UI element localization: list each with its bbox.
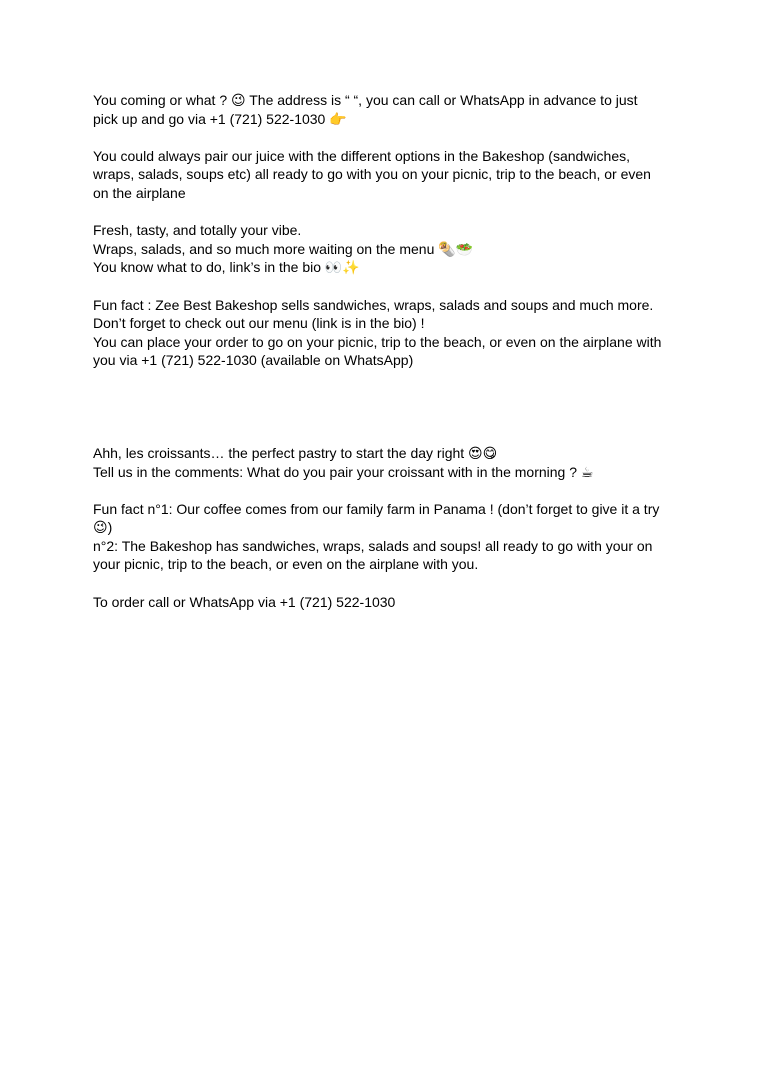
- text-line: You coming or what ? 😉 The address is “ “, you can call or WhatsApp in advance to just: [93, 92, 638, 108]
- text-line: You can place your order to go on your picnic, trip to the beach, or even on the airplane with: [93, 333, 662, 350]
- text-line: Fun fact n°1: Our coffee comes from our family farm in Panama ! (don’t forget to give it a try: [93, 500, 660, 517]
- post-order-contact-paragraph: [93, 593, 683, 612]
- text-line: Tell us in the comments: What do you pair your croissant with in the morning ? ☕: [93, 463, 594, 480]
- text-line: n°2: The Bakeshop has sandwiches, wraps, salads and soups! all ready to go with your on: [93, 537, 653, 554]
- post-fun-facts-coffee-paragraph: [93, 500, 683, 574]
- section-spacer: [93, 370, 683, 444]
- text-line: 😉): [93, 519, 113, 536]
- post-fresh-tasty-paragraph: [93, 221, 683, 277]
- text-line: your picnic, trip to the beach, or even on the airplane with you.: [93, 556, 479, 573]
- text-line: You know what to do, link’s in the bio 👀✨: [93, 259, 360, 276]
- post-fun-fact-bakeshop-paragraph: [93, 296, 683, 370]
- text-line: Fresh, tasty, and totally your vibe.: [93, 222, 302, 239]
- text-line: on the airplane: [93, 184, 186, 201]
- document-page: [93, 91, 683, 611]
- text-line: Ahh, les croissants… the perfect pastry to start the day right 😍😋: [93, 444, 498, 461]
- text-line: You could always pair our juice with the different options in the Bakeshop (sandwiches,: [93, 147, 630, 164]
- paragraph-spacer: [93, 481, 683, 500]
- text-line: you via +1 (721) 522-1030 (available on WhatsApp): [93, 352, 414, 369]
- paragraph-spacer: [93, 574, 683, 593]
- text-line: Wraps, salads, and so much more waiting on the menu 🌯🥗: [93, 240, 474, 257]
- text-line: To order call or WhatsApp via +1 (721) 522-1030: [93, 593, 396, 610]
- text-line: Fun fact : Zee Best Bakeshop sells sandwiches, wraps, salads and soups and much more.: [93, 296, 654, 313]
- text-line: pick up and go via +1 (721) 522-1030 👉: [93, 110, 347, 127]
- text-line: Don’t forget to check out our menu (link is in the bio) !: [93, 315, 425, 332]
- text-line: wraps, salads, soups etc) all ready to go with you on your picnic, trip to the beach, or even: [93, 166, 651, 183]
- paragraph-spacer: [93, 128, 683, 147]
- post-croissants-paragraph: [93, 444, 683, 481]
- paragraph-spacer: [93, 277, 683, 296]
- post-juice-pairing-paragraph: [93, 147, 683, 203]
- paragraph-spacer: [93, 203, 683, 222]
- post-address-paragraph: [93, 91, 683, 128]
